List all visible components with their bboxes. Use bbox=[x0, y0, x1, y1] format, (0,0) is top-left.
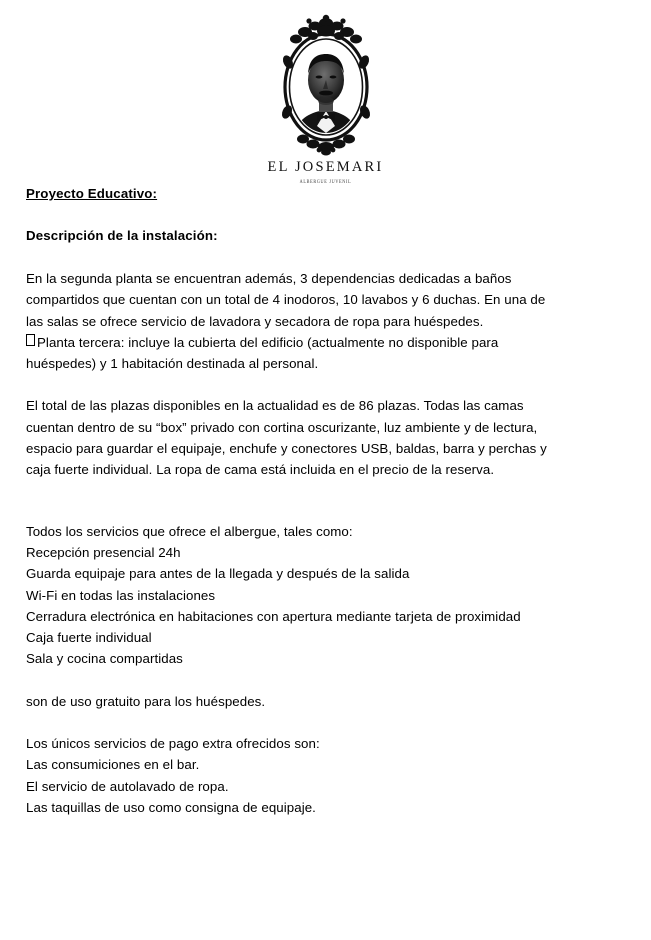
list-item: Caja fuerte individual bbox=[26, 630, 152, 646]
logo-wordmark: EL JOSEMARI bbox=[267, 159, 384, 175]
list-item: Guarda equipaje para antes de la llegada y después de la salida bbox=[26, 566, 410, 582]
paragraph-line-text: Planta tercera: incluye la cubierta del edificio (actualmente no disponible para bbox=[37, 334, 499, 350]
paid-services-block bbox=[26, 733, 626, 818]
paragraph-line: las salas se ofrece servicio de lavadora y secadora de ropa para huéspedes. bbox=[26, 313, 484, 329]
paragraph-instalacion bbox=[26, 268, 626, 374]
list-item: Sala y cocina compartidas bbox=[26, 651, 183, 667]
paragraph-line: compartidos que cuentan con un total de 4 inodoros, 10 lavabos y 6 duchas. En una de bbox=[26, 292, 546, 308]
spacer bbox=[26, 712, 626, 733]
page-title: Proyecto Educativo: bbox=[26, 186, 158, 201]
list-item: Cerradura electrónica en habitaciones con apertura mediante tarjeta de proximidad bbox=[26, 608, 521, 624]
missing-glyph-box-icon bbox=[26, 334, 35, 346]
free-services-block bbox=[26, 521, 626, 670]
paragraph-line: huéspedes) y 1 habitación destinada al personal. bbox=[26, 356, 319, 372]
list-item: Las consumiciones en el bar. bbox=[26, 757, 200, 773]
list-item: Recepción presencial 24h bbox=[26, 544, 181, 560]
spacer bbox=[26, 204, 626, 226]
paid-services-intro: Los únicos servicios de pago extra ofrecidos son: bbox=[26, 736, 320, 752]
list-item: Wi-Fi en todas las instalaciones bbox=[26, 587, 216, 603]
paragraph-line: El total de las plazas disponibles en la actualidad es de 86 plazas. Todas las camas bbox=[26, 398, 524, 414]
list-item: El servicio de autolavado de ropa. bbox=[26, 778, 229, 794]
paragraph-line: caja fuerte individual. La ropa de cama está incluida en el precio de la reserva. bbox=[26, 462, 495, 478]
free-services-intro: Todos los servicios que ofrece el albergue, tales como: bbox=[26, 523, 353, 539]
logo-subtitle: ALBERGUE JUVENIL bbox=[299, 178, 352, 185]
section-heading-descripcion: Descripción de la instalación: bbox=[26, 228, 218, 243]
page-title-row bbox=[26, 184, 626, 204]
el-josemari-oval-portrait-emblem-icon bbox=[263, 14, 389, 158]
paragraph-line: cuentan dentro de su “box” privado con cortina oscurizante, luz ambiente y de lectura, bbox=[26, 419, 538, 435]
list-item: Las taquillas de uso como consigna de equipaje. bbox=[26, 799, 316, 815]
spacer bbox=[26, 246, 626, 268]
paragraph-plazas bbox=[26, 395, 626, 480]
paragraph-line: espacio para guardar el equipaje, enchufe y conectores USB, baldas, barra y perchas y bbox=[26, 441, 547, 457]
spacer bbox=[26, 374, 626, 395]
document-letterhead bbox=[0, 0, 651, 184]
spacer bbox=[26, 481, 626, 521]
document-body bbox=[26, 184, 626, 818]
spacer bbox=[26, 670, 626, 691]
free-services-closing: son de uso gratuito para los huéspedes. bbox=[26, 693, 266, 709]
paragraph-line-bulleted bbox=[26, 332, 626, 353]
paragraph-line: En la segunda planta se encuentran además, 3 dependencias dedicadas a baños bbox=[26, 271, 512, 286]
